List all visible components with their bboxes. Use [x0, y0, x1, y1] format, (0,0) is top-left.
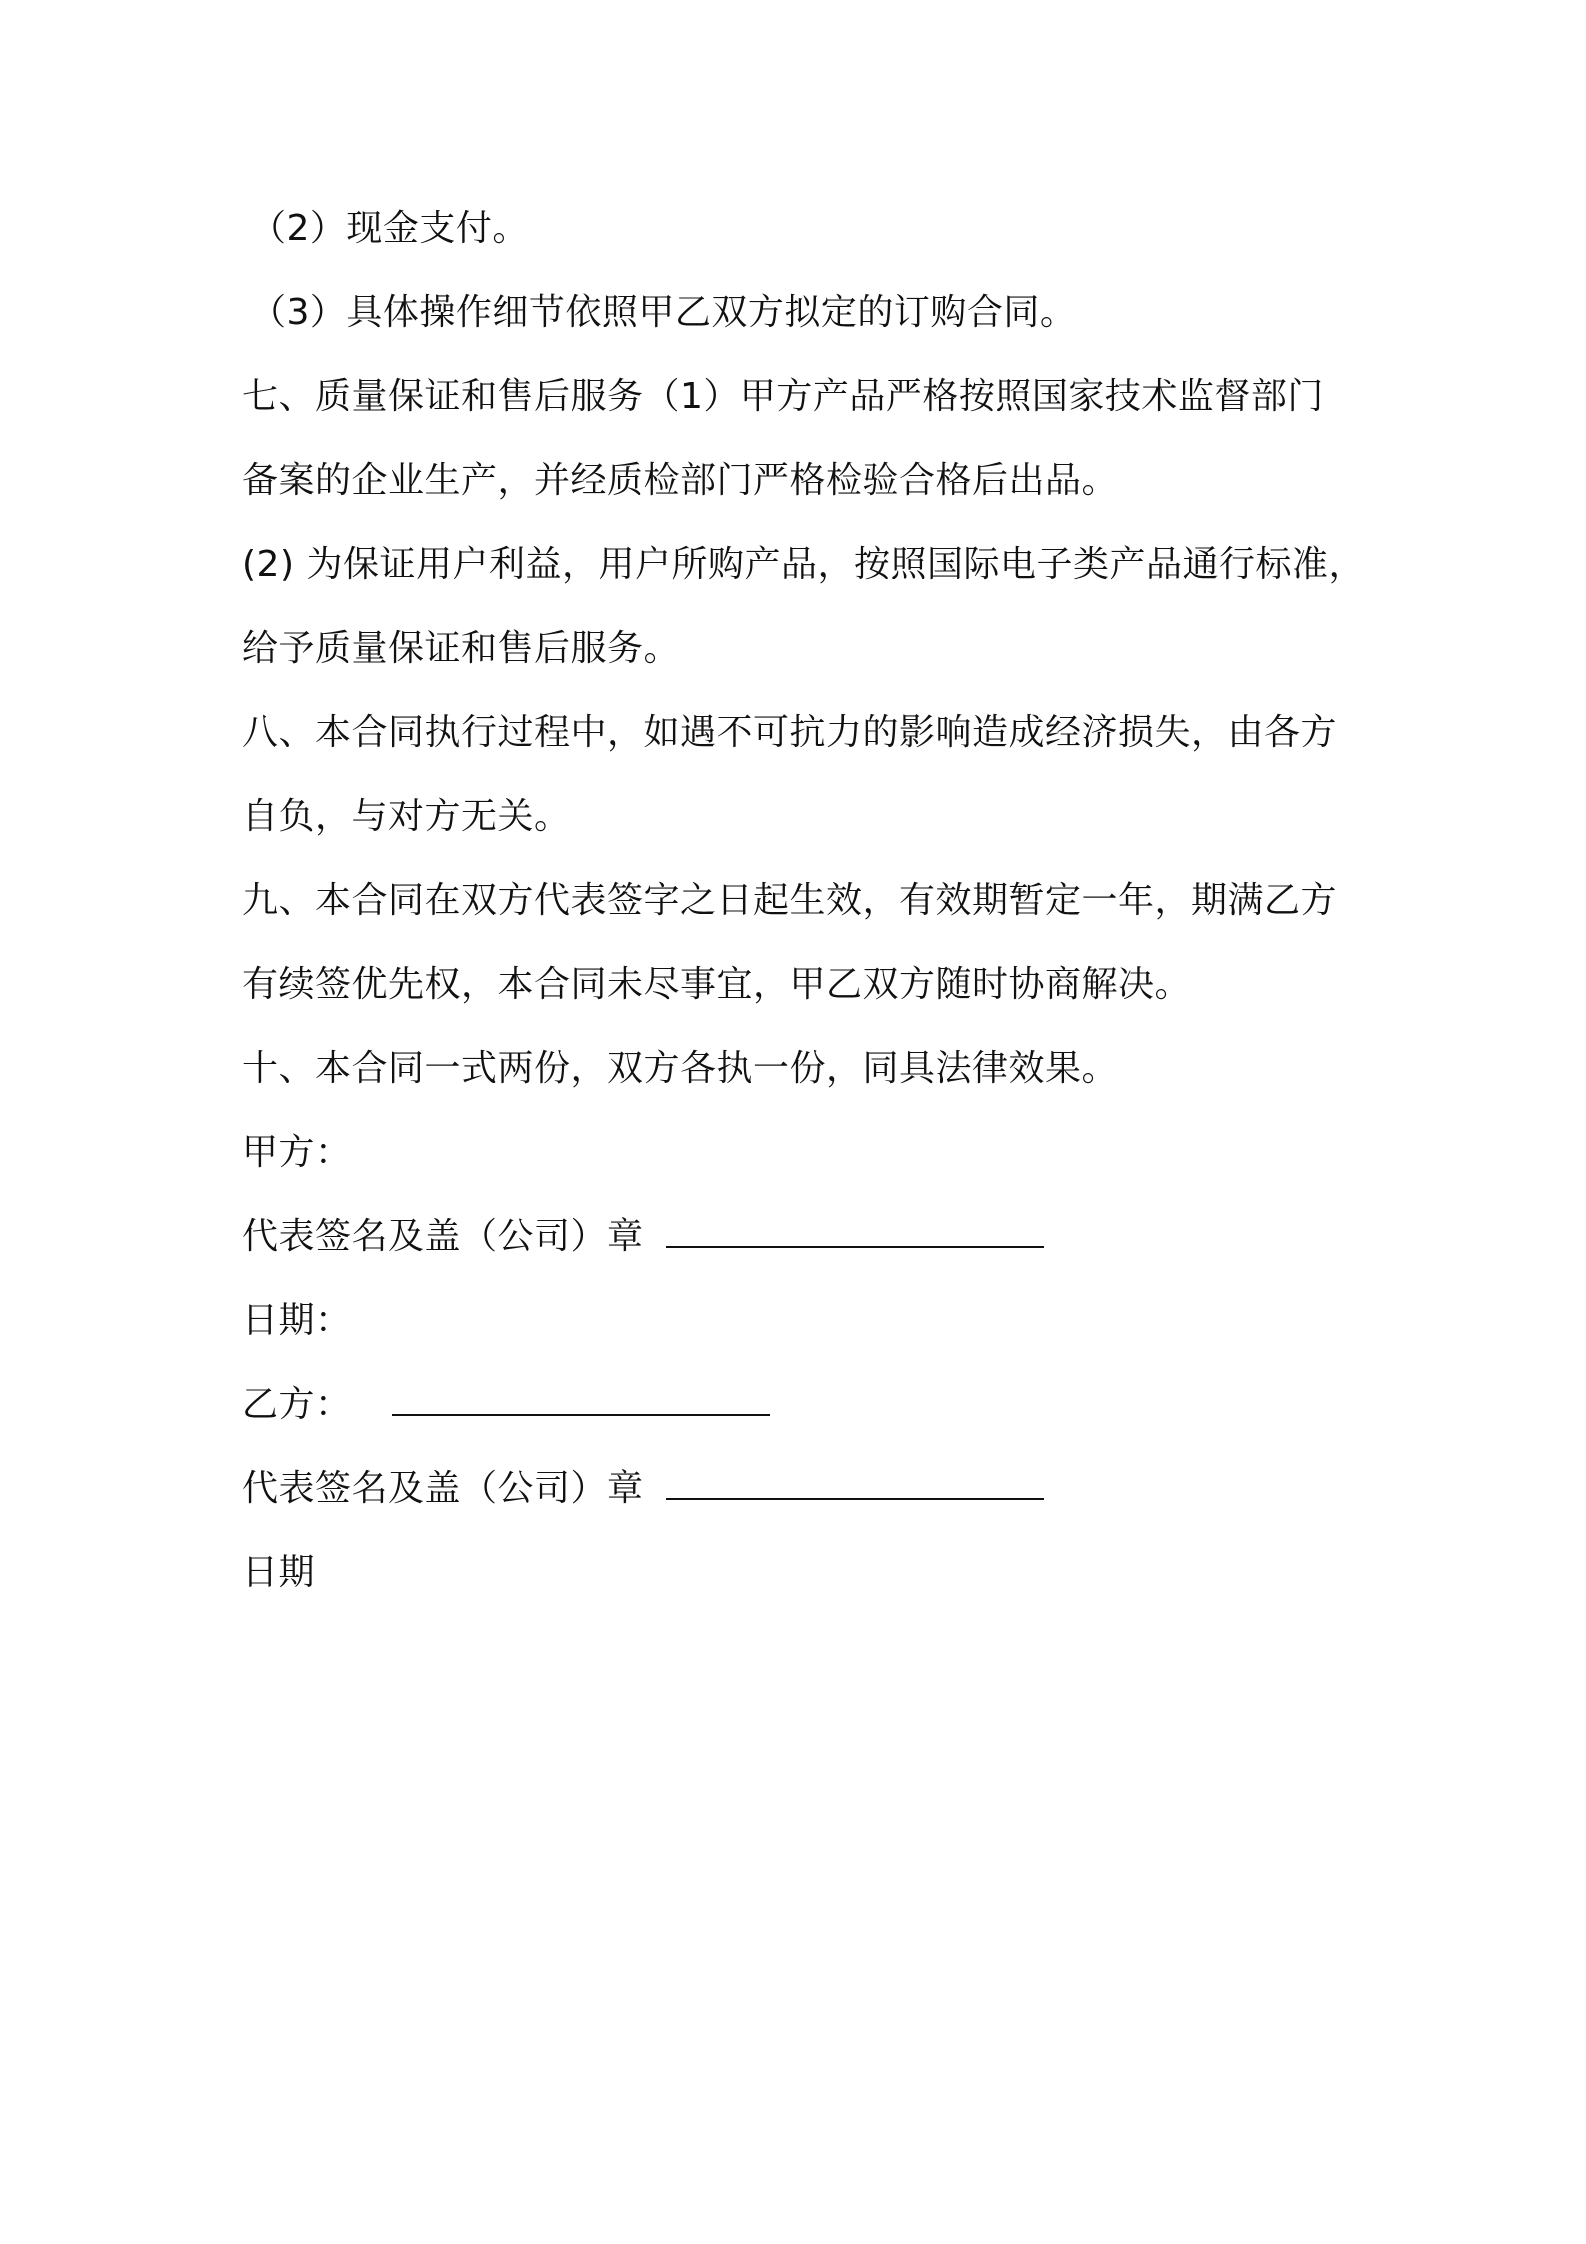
- party-b-signature-label: 代表签名及盖（公司）章: [242, 1468, 644, 1509]
- clause-7-2-line-1: (2) 为保证用户利益，用户所购产品，按照国际电子类产品通行标准，: [242, 544, 1365, 585]
- payment-details: （3）具体操作细节依照甲乙双方拟定的订购合同。: [250, 292, 1077, 333]
- party-b-signature-row: [242, 1465, 1362, 1513]
- party-a-signature-line[interactable]: [666, 1216, 1044, 1248]
- party-b-date-label: 日期: [242, 1552, 316, 1593]
- party-b-row: [242, 1381, 1362, 1429]
- party-b-name-line[interactable]: [392, 1384, 770, 1416]
- party-a-signature-label: 代表签名及盖（公司）章: [242, 1216, 644, 1257]
- clause-8-line-1: 八、本合同执行过程中，如遇不可抗力的影响造成经济损失，由各方: [242, 712, 1338, 753]
- clause-8-line-2: 自负，与对方无关。: [242, 796, 571, 837]
- clause-7-line-2: 备案的企业生产，并经质检部门严格检验合格后出品。: [242, 460, 1119, 501]
- clause-9-line-2: 有续签优先权，本合同未尽事宜，甲乙双方随时协商解决。: [242, 964, 1192, 1005]
- clause-10: 十、本合同一式两份，双方各执一份，同具法律效果。: [242, 1048, 1119, 1089]
- clause-7-line-1: 七、质量保证和售后服务（1）甲方产品严格按照国家技术监督部门: [242, 376, 1324, 417]
- party-b-label: 乙方：: [242, 1384, 352, 1425]
- party-a-signature-row: [242, 1213, 1362, 1261]
- party-a-label: 甲方：: [242, 1132, 352, 1173]
- party-a-date-label: 日期：: [242, 1300, 352, 1341]
- party-b-signature-line[interactable]: [666, 1468, 1044, 1500]
- payment-cash: （2）现金支付。: [250, 208, 529, 249]
- clause-7-2-line-2: 给予质量保证和售后服务。: [242, 628, 681, 669]
- clause-9-line-1: 九、本合同在双方代表签字之日起生效，有效期暂定一年，期满乙方: [242, 880, 1338, 921]
